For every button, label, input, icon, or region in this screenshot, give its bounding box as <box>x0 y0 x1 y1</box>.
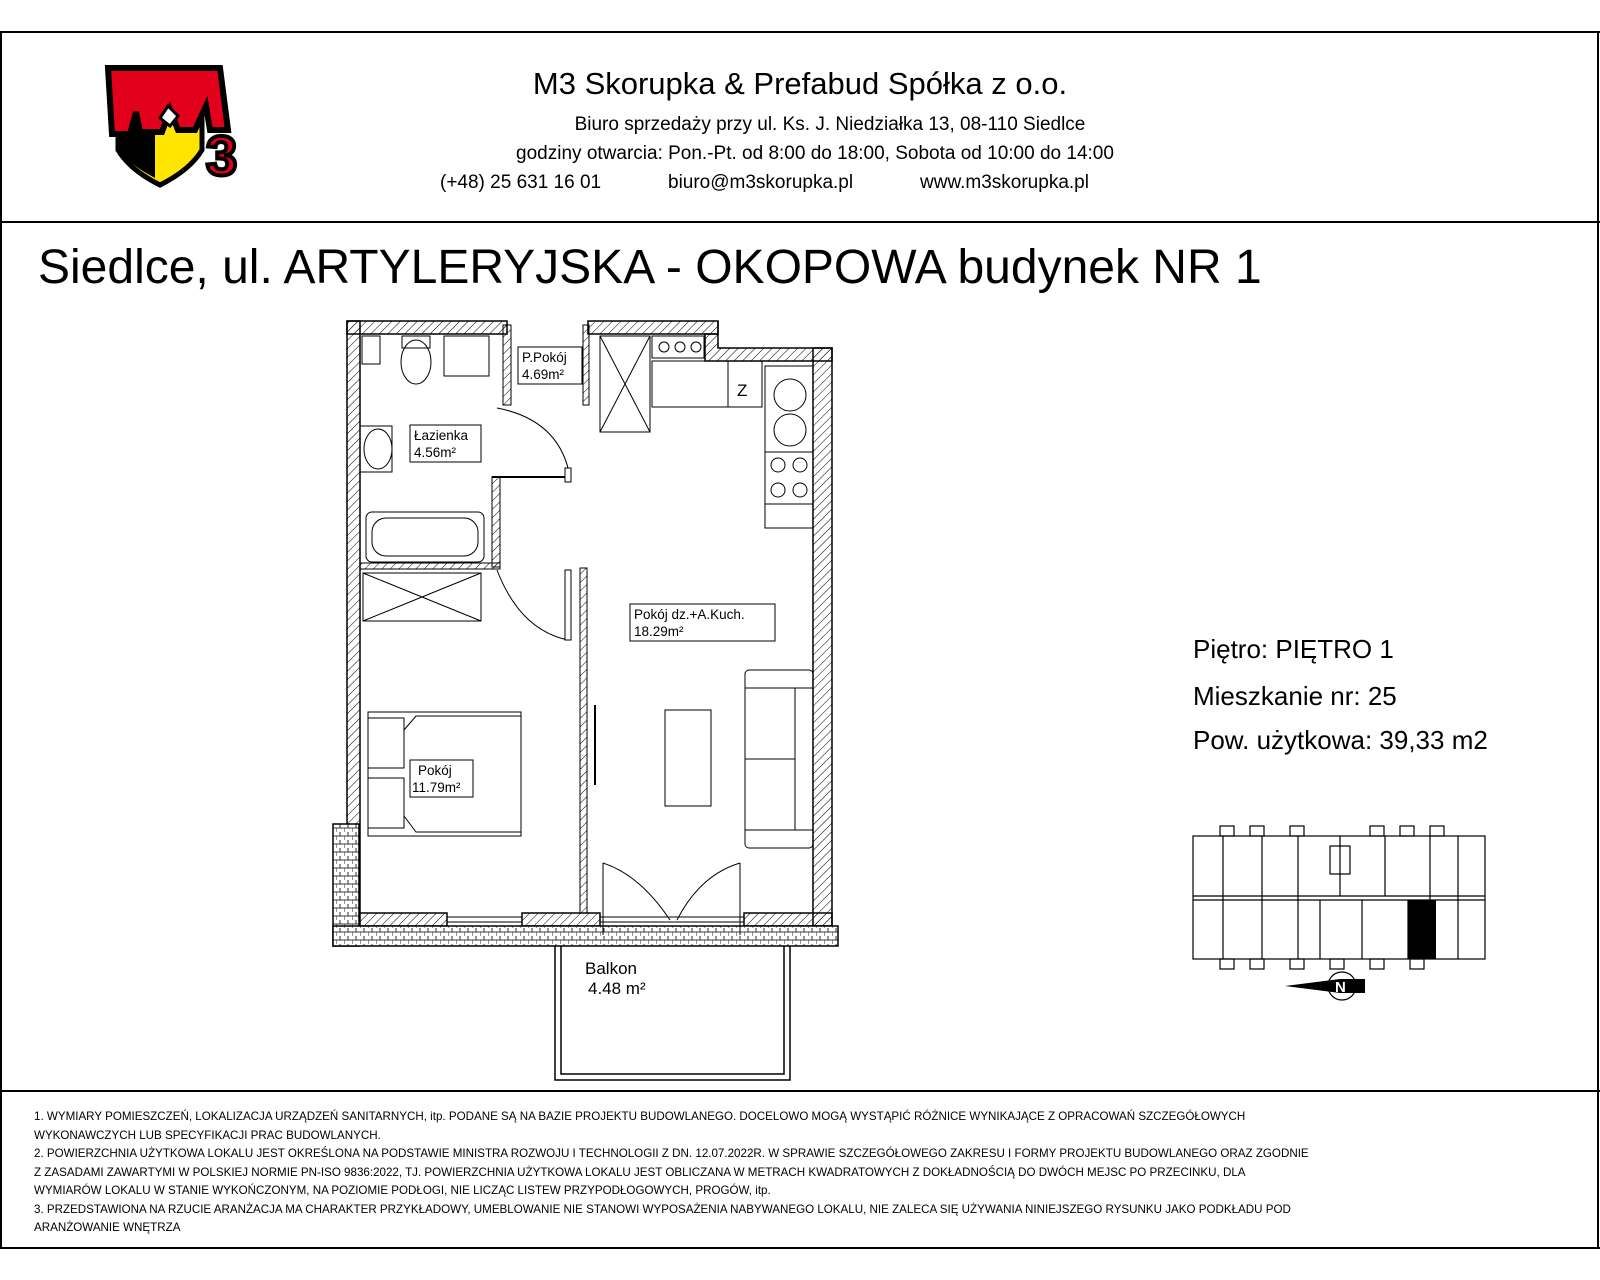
note-line: WYKONAWCZYCH LUB SPECYFIKACJI PRAC BUDOWLANYCH. <box>34 1128 381 1142</box>
contact-phone: (+48) 25 631 16 01 <box>440 172 602 193</box>
wall-bottom-right <box>744 913 832 926</box>
balcony-door-right <box>677 863 740 920</box>
building-key-plan <box>1190 818 1510 1003</box>
apartment-number: Mieszkanie nr: 25 <box>1193 681 1397 711</box>
contact-email[interactable]: biuro@m3skorupka.pl <box>668 172 854 193</box>
doors <box>497 408 740 935</box>
room-area-ppokoj: 4.69m² <box>522 367 565 382</box>
wall-bath-bottom <box>360 563 500 569</box>
wall-storage-kitchen <box>583 325 589 405</box>
bathroom-door-swing <box>497 408 570 477</box>
note-line: 3. PRZEDSTAWIONA NA RZUCIE ARANŻACJA MA CHARAKTER PRZYKŁADOWY, UMEBLOWANIE NIE STANOWI WYPOSAŻENIA NABYWANEGO LOKALU, NIE ZALECA SIĘ UŻYWANIA NINIEJSZEGO RYSUNKU JAKO PODKŁADU POD <box>34 1202 1291 1216</box>
wall-top-left <box>347 321 507 334</box>
note-line: 1. WYMIARY POMIESZCZEŃ, LOKALIZACJA URZĄDZEŃ SANITARNYCH, itp. PODANE SĄ NA BAZIE PROJEKTU BUDOWLANEGO. DOCELOWO MOGĄ WYSTĄPIĆ RÓŻNICE WYNIKAJĄCE Z OPRACOWAŃ SZCZEGÓŁOWYCH <box>34 1110 1246 1123</box>
fridge-label: Z <box>737 381 748 400</box>
note-line: ARANŻOWANIE WNĘTRZA <box>34 1221 181 1234</box>
project-title: Siedlce, ul. ARTYLERYJSKA - OKOPOWA budynek NR 1 <box>38 241 1262 294</box>
sales-office-address: Biuro sprzedaży przy ul. Ks. J. Niedziałka 13, 08-110 Siedlce <box>574 114 1086 135</box>
room-area-living: 18.29m² <box>634 624 684 639</box>
floor-info: Piętro: PIĘTRO 1 <box>1193 634 1394 664</box>
bathroom-fixtures <box>360 336 489 621</box>
compass-label: N <box>1335 979 1346 996</box>
wall-bath-hall <box>492 477 500 567</box>
room-name-pokoj: Pokój <box>418 763 452 778</box>
room-name-lazienka: Łazienka <box>414 428 469 443</box>
living-furniture <box>595 670 813 848</box>
interior-walls <box>360 325 589 913</box>
note-line: 2. POWIERZCHNIA UŻYTKOWA LOKALU JEST OKREŚLONA NA PODSTAWIE MINISTRA ROZWOJU I TECHNOLOGII Z DN. 12.07.2022R. W SPRAWIE SZCZEGÓŁOWEGO ZAKRESU I FORMY PROJEKTU BUDOWLANEGO ORAZ ZGODNIE <box>34 1147 1309 1160</box>
room-name-ppokoj: P.Pokój <box>522 350 567 365</box>
bottom-border <box>0 1247 1600 1249</box>
cooktop <box>765 452 813 504</box>
insulation-strip-bottom <box>333 926 838 946</box>
coffee-table <box>665 710 711 806</box>
wall-top-middle <box>588 321 718 334</box>
usable-area: Pow. użytkowa: 39,33 m2 <box>1193 725 1488 755</box>
bathtub <box>366 512 484 562</box>
washing-machine <box>444 336 489 376</box>
wall-bottom-left <box>347 913 447 926</box>
company-name: M3 Skorupka & Prefabud Spółka z o.o. <box>532 66 1068 101</box>
opening-hours: godziny otwarcia: Pon.-Pt. od 8:00 do 18:00, Sobota od 10:00 do 14:00 <box>516 143 1114 164</box>
room-area-lazienka: 4.56m² <box>414 445 457 460</box>
disclaimer-notes <box>34 1108 1494 1238</box>
compass-icon <box>1285 972 1365 1000</box>
note-line: WYMIARÓW LOKALU W STANIE WYKOŃCZONYM, NA POZIOMIE PODŁOGI, NIE LICZĄC LISTEW PRZYPODŁOGOWYCH, PROGÓW, itp. <box>34 1184 771 1197</box>
highlighted-unit <box>1408 900 1436 959</box>
wall-room-living <box>580 568 587 913</box>
balcony-door-left <box>603 863 670 920</box>
wall-right <box>813 348 832 926</box>
note-line: Z ZASADAMI ZAWARTYMI W POLSKIEJ NORMIE PN-ISO 9836:2022, TJ. POWIERZCHNIA UŻYTKOWA LOKALU JEST OBLICZANA W METRACH KWADRATOWYCH Z DOKŁADNOŚCIĄ DO DWÓCH MEJSC PO PRZECINKU, DLA <box>34 1165 1246 1179</box>
wall-bath-storage <box>503 325 511 405</box>
room-area-balkon: 4.48 m² <box>588 979 646 998</box>
wall-bottom-middle <box>522 913 600 926</box>
logo-digit: 3 <box>206 124 238 187</box>
kitchen-fixtures <box>652 336 813 528</box>
building-outline <box>1193 836 1485 959</box>
sink-small <box>362 336 380 364</box>
room-door-swing <box>497 570 568 640</box>
toilet-icon <box>401 340 431 384</box>
room-name-living: Pokój dz.+A.Kuch. <box>634 607 745 622</box>
room-area-pokoj: 11.79m² <box>412 780 461 795</box>
sink-bowl <box>774 379 806 411</box>
washbasin <box>364 429 392 469</box>
room-labels <box>410 347 775 998</box>
contact-website[interactable]: www.m3skorupka.pl <box>920 172 1089 193</box>
room-name-balkon: Balkon <box>585 959 637 978</box>
storage-shelf <box>600 336 650 432</box>
